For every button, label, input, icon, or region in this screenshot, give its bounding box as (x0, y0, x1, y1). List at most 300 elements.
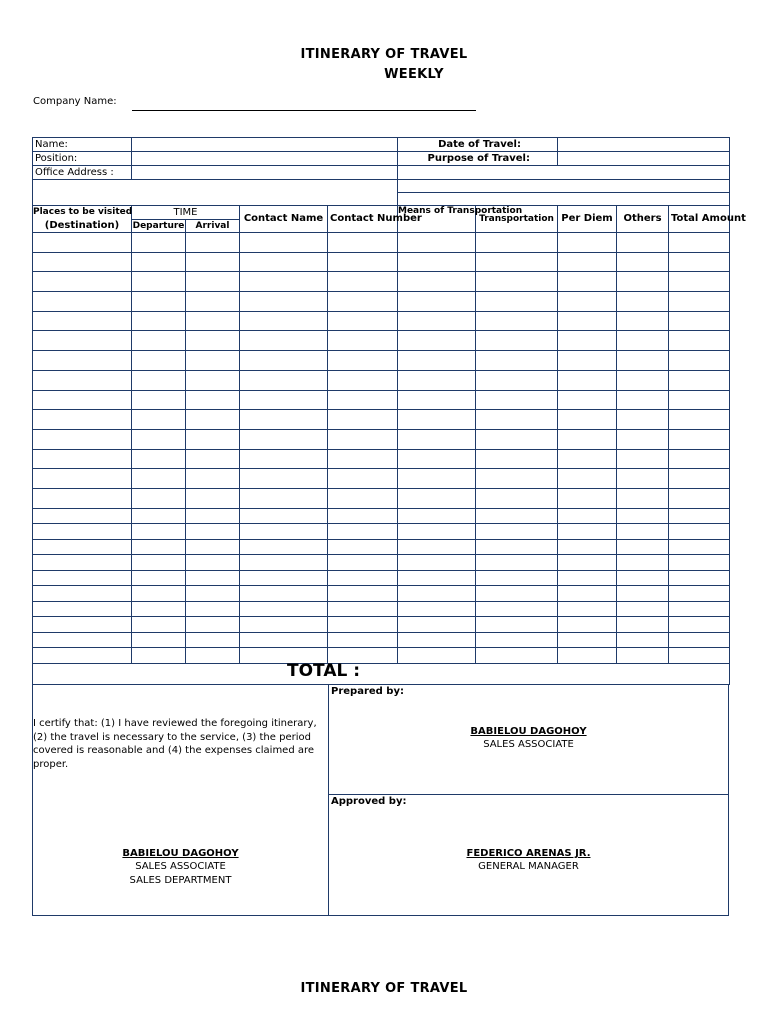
table-cell[interactable] (33, 449, 132, 469)
office-address-field[interactable] (132, 166, 398, 180)
table-cell[interactable] (240, 429, 328, 449)
table-cell[interactable] (240, 488, 328, 508)
table-cell[interactable] (328, 233, 398, 253)
table-cell[interactable] (132, 601, 186, 617)
table-cell[interactable] (33, 233, 132, 253)
position-field[interactable] (132, 152, 398, 166)
table-cell[interactable] (398, 469, 476, 489)
table-cell[interactable] (398, 570, 476, 586)
contact-number-header: Contact Number (328, 206, 398, 233)
table-row (33, 252, 730, 272)
table-cell[interactable] (132, 252, 186, 272)
table-cell[interactable] (398, 252, 476, 272)
table-cell[interactable] (132, 570, 186, 586)
table-cell[interactable] (186, 272, 240, 292)
table-cell[interactable] (240, 508, 328, 524)
table-cell[interactable] (132, 648, 186, 664)
table-cell[interactable] (398, 429, 476, 449)
table-cell[interactable] (558, 390, 617, 410)
table-cell[interactable] (398, 524, 476, 540)
table-cell[interactable] (328, 311, 398, 331)
table-cell[interactable] (558, 586, 617, 602)
table-cell[interactable] (186, 233, 240, 253)
table-cell[interactable] (617, 390, 669, 410)
table-cell[interactable] (476, 586, 558, 602)
table-cell[interactable] (558, 331, 617, 351)
table-cell[interactable] (558, 524, 617, 540)
table-row (33, 390, 730, 410)
table-cell[interactable] (132, 586, 186, 602)
table-cell[interactable] (132, 539, 186, 555)
table-row (33, 331, 730, 351)
table-cell[interactable] (558, 370, 617, 390)
table-cell[interactable] (617, 586, 669, 602)
table-cell[interactable] (669, 272, 730, 292)
table-row (33, 617, 730, 633)
per-diem-header: Per Diem (558, 206, 617, 233)
table-cell[interactable] (240, 524, 328, 540)
table-cell[interactable] (669, 331, 730, 351)
table-cell[interactable] (132, 524, 186, 540)
table-cell[interactable] (240, 469, 328, 489)
table-cell[interactable] (669, 469, 730, 489)
table-cell[interactable] (186, 601, 240, 617)
footer-title: ITINERARY OF TRAVEL (300, 981, 468, 996)
table-cell[interactable] (476, 390, 558, 410)
table-cell[interactable] (240, 311, 328, 331)
table-cell[interactable] (33, 331, 132, 351)
table-cell[interactable] (132, 429, 186, 449)
table-cell[interactable] (669, 351, 730, 371)
table-cell[interactable] (558, 601, 617, 617)
table-cell[interactable] (476, 272, 558, 292)
purpose-of-travel-field[interactable] (558, 152, 730, 166)
employee-title: SALES ASSOCIATE (135, 861, 226, 872)
table-cell[interactable] (476, 508, 558, 524)
table-cell[interactable] (328, 508, 398, 524)
certification-box (32, 684, 329, 916)
table-cell[interactable] (398, 449, 476, 469)
approved-by-name: FEDERICO ARENAS JR. (466, 848, 591, 859)
company-name-field[interactable] (132, 110, 476, 111)
table-cell[interactable] (33, 524, 132, 540)
table-cell[interactable] (558, 233, 617, 253)
table-cell[interactable] (240, 351, 328, 371)
approved-by-box (328, 794, 729, 916)
position-label: Position: (33, 152, 132, 166)
table-cell[interactable] (558, 570, 617, 586)
table-cell[interactable] (240, 292, 328, 312)
office-address-label: Office Address : (33, 166, 132, 180)
table-cell[interactable] (398, 632, 476, 648)
table-cell[interactable] (669, 311, 730, 331)
table-cell[interactable] (33, 272, 132, 292)
table-cell[interactable] (617, 252, 669, 272)
table-cell[interactable] (33, 370, 132, 390)
table-cell[interactable] (328, 370, 398, 390)
table-cell[interactable] (328, 469, 398, 489)
total-label: TOTAL : (287, 660, 361, 681)
table-row (33, 586, 730, 602)
table-cell[interactable] (186, 632, 240, 648)
info-row-name (33, 138, 730, 152)
table-cell[interactable] (33, 429, 132, 449)
table-cell[interactable] (328, 351, 398, 371)
total-row (33, 663, 730, 684)
name-label: Name: (33, 138, 132, 152)
table-cell[interactable] (476, 648, 558, 664)
contact-name-header: Contact Name (240, 206, 328, 233)
table-cell[interactable] (476, 252, 558, 272)
table-cell[interactable] (669, 617, 730, 633)
transportation-header: Transportation (476, 206, 558, 233)
table-cell[interactable] (617, 272, 669, 292)
table-cell[interactable] (186, 331, 240, 351)
table-cell[interactable] (398, 555, 476, 571)
table-cell[interactable] (132, 449, 186, 469)
table-cell[interactable] (240, 586, 328, 602)
table-cell[interactable] (328, 632, 398, 648)
table-cell[interactable] (669, 555, 730, 571)
table-cell[interactable] (240, 539, 328, 555)
table-row (33, 632, 730, 648)
table-cell[interactable] (398, 586, 476, 602)
table-cell[interactable] (186, 539, 240, 555)
table-cell[interactable] (186, 570, 240, 586)
table-cell[interactable] (669, 252, 730, 272)
prepared-by-name: BABIELOU DAGOHOY (470, 726, 587, 737)
table-cell[interactable] (669, 292, 730, 312)
table-cell[interactable] (33, 632, 132, 648)
office-address-extra-field[interactable] (33, 180, 398, 206)
table-cell[interactable] (476, 488, 558, 508)
table-cell[interactable] (186, 429, 240, 449)
table-cell[interactable] (240, 252, 328, 272)
data-rows (33, 233, 730, 664)
table-cell[interactable] (33, 601, 132, 617)
table-cell[interactable] (476, 601, 558, 617)
table-cell[interactable] (33, 539, 132, 555)
table-cell[interactable] (328, 449, 398, 469)
table-cell[interactable] (617, 539, 669, 555)
table-row (33, 469, 730, 489)
table-cell[interactable] (132, 370, 186, 390)
table-cell[interactable] (476, 331, 558, 351)
approved-by-label: Approved by: (331, 796, 407, 807)
table-cell[interactable] (669, 524, 730, 540)
table-cell[interactable] (328, 252, 398, 272)
table-cell[interactable] (617, 311, 669, 331)
table-cell[interactable] (328, 331, 398, 351)
table-cell[interactable] (328, 539, 398, 555)
date-of-travel-field[interactable] (558, 138, 730, 152)
itinerary-table (32, 137, 746, 685)
table-cell[interactable] (186, 555, 240, 571)
table-cell[interactable] (476, 233, 558, 253)
table-cell[interactable] (240, 570, 328, 586)
table-cell[interactable] (476, 429, 558, 449)
table-cell[interactable] (617, 469, 669, 489)
table-cell[interactable] (669, 601, 730, 617)
table-cell[interactable] (558, 252, 617, 272)
table-cell[interactable] (132, 292, 186, 312)
table-cell[interactable] (186, 410, 240, 430)
table-cell[interactable] (669, 539, 730, 555)
table-cell[interactable] (398, 292, 476, 312)
table-cell[interactable] (476, 555, 558, 571)
table-cell[interactable] (398, 390, 476, 410)
table-cell[interactable] (669, 449, 730, 469)
table-cell[interactable] (476, 351, 558, 371)
table-cell[interactable] (617, 617, 669, 633)
table-cell[interactable] (669, 370, 730, 390)
table-cell[interactable] (33, 488, 132, 508)
table-cell[interactable] (398, 331, 476, 351)
table-cell[interactable] (398, 311, 476, 331)
table-cell[interactable] (669, 570, 730, 586)
table-cell[interactable] (33, 311, 132, 331)
table-cell[interactable] (617, 429, 669, 449)
table-cell[interactable] (186, 252, 240, 272)
table-cell[interactable] (186, 586, 240, 602)
certify-text: I certify that: (1) I have reviewed the foregoing itinerary, (2) the travel is necessary to the service, (3) the period covered is reasonable and (4) the expenses claimed are proper. (33, 718, 317, 770)
table-row (33, 410, 730, 430)
prepared-by-title: SALES ASSOCIATE (483, 739, 574, 750)
table-cell[interactable] (328, 390, 398, 410)
table-row (33, 524, 730, 540)
table-cell[interactable] (617, 555, 669, 571)
table-cell[interactable] (398, 233, 476, 253)
table-row (33, 351, 730, 371)
table-cell[interactable] (617, 648, 669, 664)
table-cell[interactable] (186, 617, 240, 633)
table-cell[interactable] (476, 449, 558, 469)
table-cell[interactable] (398, 601, 476, 617)
table-row (33, 449, 730, 469)
table-cell[interactable] (240, 233, 328, 253)
company-name-label: Company Name: (33, 96, 117, 107)
table-cell[interactable] (558, 488, 617, 508)
table-cell[interactable] (617, 370, 669, 390)
table-cell[interactable] (240, 331, 328, 351)
table-cell[interactable] (240, 632, 328, 648)
table-cell[interactable] (558, 311, 617, 331)
table-cell[interactable] (617, 524, 669, 540)
table-cell[interactable] (558, 539, 617, 555)
table-cell[interactable] (240, 390, 328, 410)
table-cell[interactable] (132, 410, 186, 430)
table-cell[interactable] (617, 508, 669, 524)
table-cell[interactable] (476, 469, 558, 489)
table-cell[interactable] (240, 555, 328, 571)
table-row (33, 272, 730, 292)
table-cell[interactable] (476, 410, 558, 430)
table-cell[interactable] (186, 390, 240, 410)
table-cell[interactable] (398, 508, 476, 524)
table-cell[interactable] (328, 524, 398, 540)
table-cell[interactable] (558, 292, 617, 312)
table-cell[interactable] (558, 449, 617, 469)
table-cell[interactable] (617, 233, 669, 253)
blank-field-3[interactable] (398, 193, 730, 206)
table-cell[interactable] (558, 555, 617, 571)
table-row (33, 648, 730, 664)
table-cell[interactable] (617, 331, 669, 351)
table-cell[interactable] (398, 539, 476, 555)
info-row-position (33, 152, 730, 166)
table-cell[interactable] (132, 632, 186, 648)
table-cell[interactable] (476, 617, 558, 633)
table-cell[interactable] (132, 617, 186, 633)
table-cell[interactable] (328, 292, 398, 312)
table-cell[interactable] (398, 488, 476, 508)
info-row-office (33, 166, 730, 180)
table-cell[interactable] (328, 570, 398, 586)
blank-field-1[interactable] (398, 166, 730, 180)
table-cell[interactable] (398, 370, 476, 390)
table-cell[interactable] (132, 331, 186, 351)
table-cell[interactable] (132, 488, 186, 508)
table-cell[interactable] (33, 508, 132, 524)
table-cell[interactable] (328, 429, 398, 449)
table-cell[interactable] (476, 632, 558, 648)
table-row (33, 601, 730, 617)
table-cell[interactable] (558, 410, 617, 430)
others-header: Others (617, 206, 669, 233)
table-cell[interactable] (669, 648, 730, 664)
table-cell[interactable] (240, 410, 328, 430)
table-cell[interactable] (186, 292, 240, 312)
table-cell[interactable] (669, 488, 730, 508)
table-cell[interactable] (617, 351, 669, 371)
table-cell[interactable] (476, 524, 558, 540)
departure-header: Departure (132, 221, 185, 231)
means-of-transportation-header: Means of Transportation (398, 206, 476, 233)
table-cell[interactable] (328, 555, 398, 571)
name-field[interactable] (132, 138, 398, 152)
table-cell[interactable] (186, 449, 240, 469)
table-cell[interactable] (476, 539, 558, 555)
table-cell[interactable] (33, 410, 132, 430)
table-cell[interactable] (398, 617, 476, 633)
table-cell[interactable] (186, 469, 240, 489)
employee-department: SALES DEPARTMENT (129, 875, 232, 886)
table-cell[interactable] (617, 632, 669, 648)
purpose-of-travel-label: Purpose of Travel: (398, 152, 558, 166)
table-cell[interactable] (558, 429, 617, 449)
table-cell[interactable] (33, 555, 132, 571)
table-cell[interactable] (132, 233, 186, 253)
table-cell[interactable] (33, 252, 132, 272)
table-cell[interactable] (33, 648, 132, 664)
table-cell[interactable] (132, 272, 186, 292)
table-cell[interactable] (186, 508, 240, 524)
table-cell[interactable] (240, 617, 328, 633)
header-row-1 (33, 206, 730, 220)
table-cell[interactable] (33, 292, 132, 312)
table-cell[interactable] (186, 311, 240, 331)
table-cell[interactable] (328, 601, 398, 617)
table-row (33, 539, 730, 555)
table-cell[interactable] (240, 449, 328, 469)
table-cell[interactable] (328, 617, 398, 633)
table-cell[interactable] (186, 648, 240, 664)
table-cell[interactable] (186, 351, 240, 371)
prepared-by-label: Prepared by: (331, 686, 404, 697)
table-cell[interactable] (558, 469, 617, 489)
table-cell[interactable] (558, 617, 617, 633)
table-cell[interactable] (33, 351, 132, 371)
table-cell[interactable] (669, 586, 730, 602)
table-cell[interactable] (669, 390, 730, 410)
table-cell[interactable] (33, 617, 132, 633)
table-cell[interactable] (476, 292, 558, 312)
table-cell[interactable] (240, 601, 328, 617)
prepared-by-box (328, 684, 729, 795)
table-cell[interactable] (132, 469, 186, 489)
table-cell[interactable] (132, 555, 186, 571)
table-cell[interactable] (398, 351, 476, 371)
blank-field-2[interactable] (398, 180, 730, 193)
table-cell[interactable] (558, 272, 617, 292)
table-cell[interactable] (558, 648, 617, 664)
table-cell[interactable] (33, 586, 132, 602)
table-cell[interactable] (240, 272, 328, 292)
table-cell[interactable] (669, 429, 730, 449)
table-cell[interactable] (476, 370, 558, 390)
table-cell[interactable] (398, 410, 476, 430)
table-cell[interactable] (617, 292, 669, 312)
table-cell[interactable] (33, 390, 132, 410)
table-cell[interactable] (669, 508, 730, 524)
table-cell[interactable] (617, 570, 669, 586)
table-cell[interactable] (669, 632, 730, 648)
table-cell[interactable] (33, 469, 132, 489)
table-cell[interactable] (558, 351, 617, 371)
table-cell[interactable] (186, 524, 240, 540)
table-cell[interactable] (476, 311, 558, 331)
table-cell[interactable] (617, 601, 669, 617)
table-cell[interactable] (132, 390, 186, 410)
table-cell[interactable] (328, 488, 398, 508)
table-row (33, 292, 730, 312)
table-row (33, 311, 730, 331)
approved-by-title: GENERAL MANAGER (478, 861, 579, 872)
table-cell[interactable] (558, 508, 617, 524)
table-cell[interactable] (132, 351, 186, 371)
table-cell[interactable] (240, 370, 328, 390)
table-cell[interactable] (186, 370, 240, 390)
table-cell[interactable] (617, 488, 669, 508)
table-cell[interactable] (617, 449, 669, 469)
table-cell[interactable] (33, 570, 132, 586)
table-cell[interactable] (328, 586, 398, 602)
table-cell[interactable] (617, 410, 669, 430)
date-of-travel-label: Date of Travel: (398, 138, 558, 152)
table-cell[interactable] (328, 410, 398, 430)
table-row (33, 488, 730, 508)
table-cell[interactable] (398, 272, 476, 292)
table-cell[interactable] (186, 488, 240, 508)
table-cell[interactable] (558, 632, 617, 648)
table-cell[interactable] (328, 272, 398, 292)
table-cell[interactable] (132, 508, 186, 524)
table-cell[interactable] (476, 570, 558, 586)
table-cell[interactable] (132, 311, 186, 331)
table-cell[interactable] (398, 648, 476, 664)
table-cell[interactable] (669, 233, 730, 253)
table-cell[interactable] (669, 410, 730, 430)
